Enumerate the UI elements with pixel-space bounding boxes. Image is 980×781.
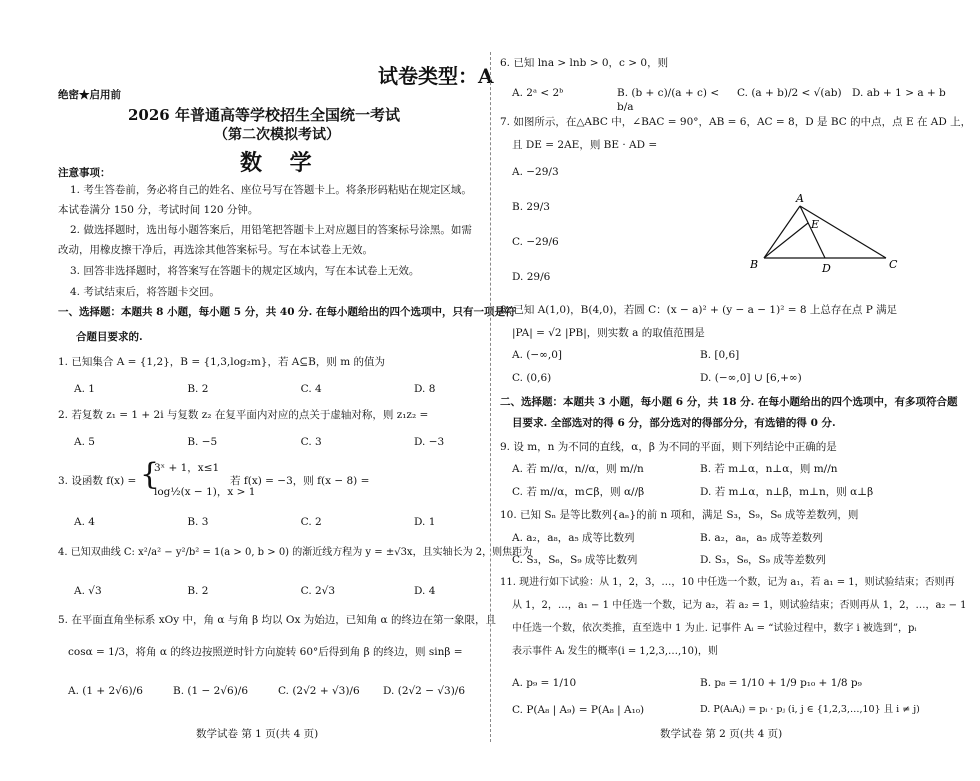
option: D. 4 xyxy=(413,585,436,597)
section1-heading: 一、选择题：本题共 8 小题，每小题 5 分，共 40 分. 在每小题给出的四个选项中，只有一项是符 xyxy=(58,306,516,318)
question-5-line-1: 5. 在平面直角坐标系 xOy 中，角 α 与角 β 均以 Ox 为始边，已知角 α 的终边在第一象限，且 xyxy=(58,614,496,626)
option: A. (1 + 2√6)/6 xyxy=(68,685,143,697)
option: A. (−∞,0] xyxy=(512,349,563,361)
option: A. a₂，a₈，a₅ 成等比数列 xyxy=(512,532,635,544)
question-4-stem: 4. 已知双曲线 C: x²/a² − y²/b² = 1(a > 0, b > 0) 的渐近线方程为 y = ±√3x，且实轴长为 2，则焦距为 xyxy=(58,547,533,558)
option: D. (−∞,0] ∪ [6,+∞) xyxy=(700,372,802,384)
option: C. (0,6) xyxy=(512,372,552,384)
question-3-stem-b: 若 f(x) = −3，则 f(x − 8) = xyxy=(230,475,370,487)
option: A. 4 xyxy=(74,516,95,528)
question-4-options xyxy=(74,584,474,598)
question-5-options xyxy=(68,684,478,698)
label-b: B xyxy=(750,258,759,271)
notice-line: 1. 考生答卷前，务必将自己的姓名、座位号写在答题卡上。将条形码粘贴在规定区域。 xyxy=(70,184,472,196)
option: A. 2ᵃ < 2ᵇ xyxy=(512,87,564,99)
option: A. 若 m//α，n//α，则 m//n xyxy=(512,463,644,475)
option: B. a₂，a₈，a₅ 成等差数列 xyxy=(700,532,823,544)
question-6-stem: 6. 已知 lna > lnb > 0，c > 0，则 xyxy=(500,57,669,69)
option: A. −29/3 xyxy=(512,166,559,178)
option: D. −3 xyxy=(413,436,445,448)
piecewise-case-1: 3ˣ + 1，x≤1 xyxy=(154,462,220,474)
notice-line: 本试卷满分 150 分，考试时间 120 分钟。 xyxy=(58,204,259,216)
label-c: C xyxy=(889,258,898,271)
question-7-line-1: 7. 如图所示，在△ABC 中，∠BAC = 90°，AB = 6，AC = 8，D 是 BC 的中点，点 E 在 AD 上， xyxy=(500,116,972,128)
section2-heading-cont: 目要求. 全部选对的得 6 分，部分选对的得部分分，有选错的得 0 分. xyxy=(512,417,836,429)
option: B. [0,6] xyxy=(700,349,740,361)
page-footer: 数学试卷 第 1 页(共 4 页) xyxy=(196,728,319,740)
option: C. 3 xyxy=(300,436,322,448)
option: D. (2√2 − √3)/6 xyxy=(383,685,466,697)
question-1-stem: 1. 已知集合 A = {1,2}，B = {1,3,log₂m}，若 A⊆B，则 m 的值为 xyxy=(58,356,386,368)
page-footer: 数学试卷 第 2 页(共 4 页) xyxy=(660,728,783,740)
question-3-stem-a: 3. 设函数 f(x) = xyxy=(58,475,137,487)
question-1-options xyxy=(74,382,474,396)
option: B. (b + c)/(a + c) < b/a xyxy=(617,87,720,113)
question-5-line-2: cosα = 1/3，将角 α 的终边按照逆时针方向旋转 60°后得到角 β 的终边，则 sinβ = xyxy=(68,646,463,658)
label-e: E xyxy=(811,218,820,231)
option: B. 若 m⊥α，n⊥α，则 m//n xyxy=(700,463,838,475)
option: D. 1 xyxy=(413,516,436,528)
label-d: D xyxy=(822,262,831,275)
brace: { xyxy=(140,457,160,492)
section2-heading: 二、选择题：本题共 3 小题，每小题 6 分，共 18 分. 在每小题给出的四个选项中，有多项符合题 xyxy=(500,396,958,408)
triangle-diagram xyxy=(750,190,900,280)
option: B. −5 xyxy=(187,436,218,448)
section1-heading-cont: 合题目要求的. xyxy=(76,331,143,343)
notice-line: 3. 回答非选择题时，将答案写在答题卡的规定区域内，写在本试卷上无效。 xyxy=(70,265,420,277)
question-11-line-2: 从 1，2，…，a₁ − 1 中任选一个数，记为 a₂，若 a₂ = 1，则试验结束；否则再从 1，2，…，a₂ − 1 xyxy=(512,600,967,611)
option: C. P(A₈ | A₉) = P(A₈ | A₁₀) xyxy=(512,704,645,716)
question-7-line-2: 且 DE = 2AE，则 BE · AD = xyxy=(512,139,658,151)
option: D. P(AᵢAⱼ) = pᵢ · pⱼ (i, j ∈ {1,2,3,…,10} 且 i ≠ j) xyxy=(700,704,920,715)
notice-line: 2. 做选择题时，选出每小题答案后，用铅笔把答题卡上对应题目的答案标号涂黑。如需 xyxy=(70,224,472,236)
question-6-options xyxy=(512,86,952,114)
question-8-line-2: |PA| = √2 |PB|，则实数 a 的取值范围是 xyxy=(512,327,705,339)
segment-be xyxy=(764,223,808,258)
page-2 xyxy=(492,0,980,781)
option: D. 8 xyxy=(413,383,436,395)
option: C. (2√2 + √3)/6 xyxy=(278,685,360,697)
option: D. ab + 1 > a + b xyxy=(852,87,946,99)
option: C. (a + b)/2 < √(ab) xyxy=(737,87,842,99)
option: C. 4 xyxy=(300,383,322,395)
option: C. S₃，S₆，S₉ 成等比数列 xyxy=(512,554,638,566)
option: A. √3 xyxy=(74,585,102,597)
secret-label: 绝密★启用前 xyxy=(58,89,121,101)
question-8-line-1: 8. 已知 A(1,0)，B(4,0)，若圆 C：(x − a)² + (y − a − 1)² = 8 上总存在点 P 满足 xyxy=(500,304,898,316)
piecewise-case-2: log½(x − 1)，x > 1 xyxy=(154,486,256,498)
label-a: A xyxy=(796,192,804,205)
option: B. p₈ = 1/10 + 1/9 p₁₀ + 1/8 p₉ xyxy=(700,677,862,689)
exam-title: 2026 年普通高等学校招生全国统一考试 xyxy=(128,106,400,124)
notice-line: 改动，用橡皮擦干净后，再选涂其他答案标号。写在本试卷上无效。 xyxy=(58,244,373,256)
option: B. 2 xyxy=(187,383,209,395)
question-9-stem: 9. 设 m，n 为不同的直线，α，β 为不同的平面，则下列结论中正确的是 xyxy=(500,441,837,453)
option: C. 2 xyxy=(300,516,322,528)
question-11-line-4: 表示事件 Aᵢ 发生的概率(i = 1,2,3,…,10)，则 xyxy=(512,646,718,657)
question-10-stem: 10. 已知 Sₙ 是等比数列{aₙ}的前 n 项和，满足 S₃，S₉，S₆ 成等差数列，则 xyxy=(500,509,859,521)
option: D. S₃，S₆，S₉ 成等差数列 xyxy=(700,554,826,566)
option: C. −29/6 xyxy=(512,236,559,248)
subject-title: 数 学 xyxy=(240,150,322,176)
notice-heading: 注意事项： xyxy=(58,167,111,179)
question-3-options xyxy=(74,515,474,529)
edge-ab xyxy=(764,206,800,258)
option: A. p₉ = 1/10 xyxy=(512,677,577,689)
notice-line: 4. 考试结束后，将答题卡交回。 xyxy=(70,286,220,298)
option: B. 2 xyxy=(187,585,209,597)
question-2-stem: 2. 若复数 z₁ = 1 + 2i 与复数 z₂ 在复平面内对应的点关于虚轴对称，则 z₁z₂ = xyxy=(58,409,429,421)
paper-type: 试卷类型：A xyxy=(378,64,494,88)
question-2-options xyxy=(74,435,474,449)
option: B. 3 xyxy=(187,516,209,528)
question-11-line-1: 11. 现进行如下试验：从 1，2，3，…，10 中任选一个数，记为 a₁，若 a₁ = 1，则试验结束；否则再 xyxy=(500,577,955,588)
option: D. 29/6 xyxy=(512,271,551,283)
option: C. 若 m//α，m⊂β，则 α//β xyxy=(512,486,645,498)
option: A. 5 xyxy=(74,436,95,448)
option: A. 1 xyxy=(74,383,95,395)
question-11-line-3: 中任选一个数，依次类推，直至选中 1 为止. 记事件 Aᵢ = “试验过程中，数字 i 被选到”，pᵢ xyxy=(512,623,917,634)
page-divider xyxy=(490,52,491,742)
option: B. (1 − 2√6)/6 xyxy=(173,685,249,697)
option: B. 29/3 xyxy=(512,201,550,213)
option: D. 若 m⊥α，n⊥β，m⊥n，则 α⊥β xyxy=(700,486,874,498)
exam-subtitle: （第二次模拟考试） xyxy=(214,127,340,143)
option: C. 2√3 xyxy=(300,585,336,597)
